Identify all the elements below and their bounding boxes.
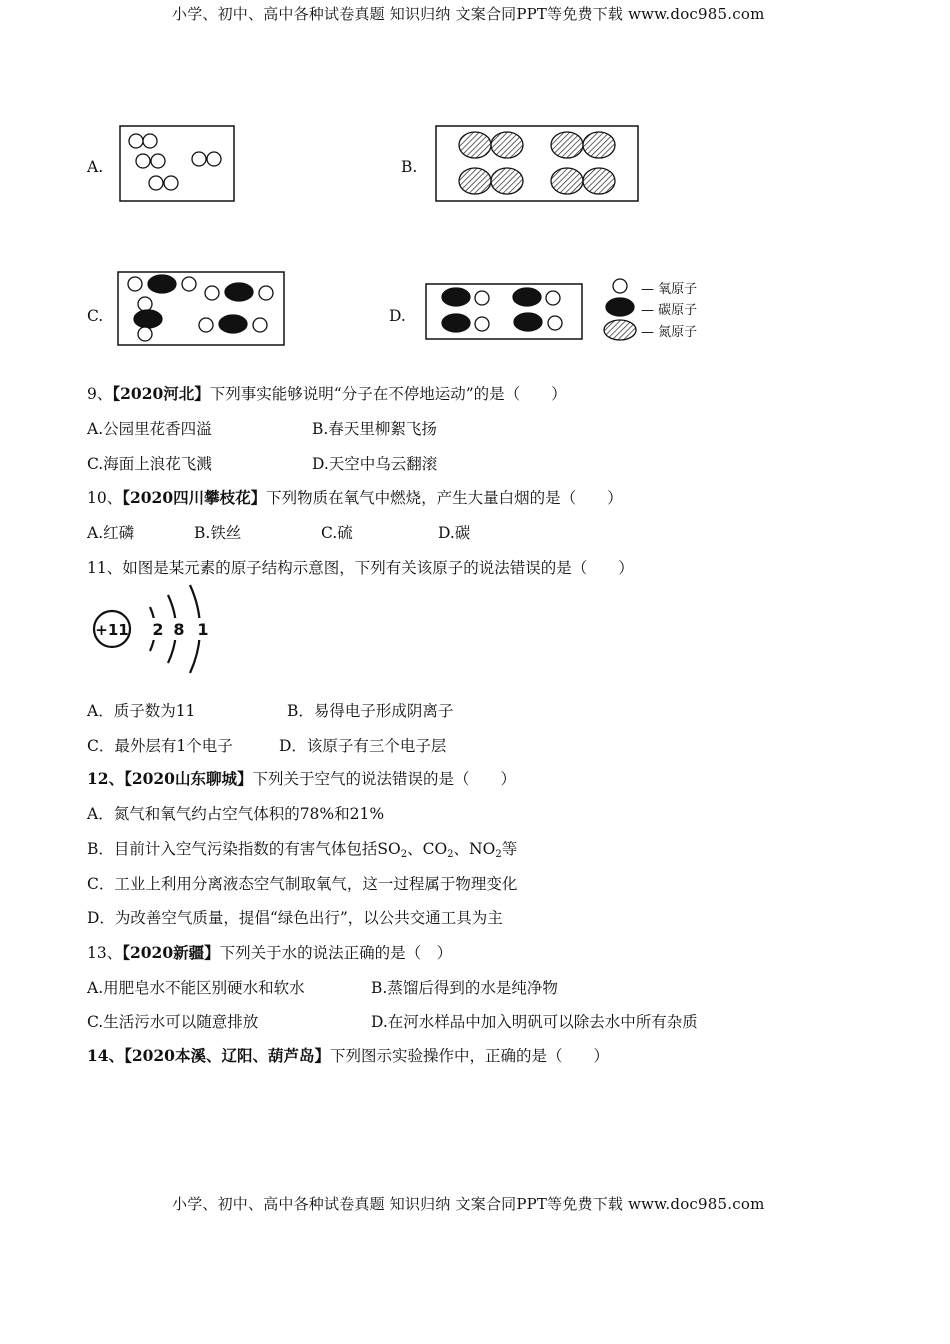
- question-number: 13、: [87, 944, 123, 962]
- legend-oxygen: — 氧原子: [641, 282, 698, 297]
- question-13: [87, 941, 452, 963]
- shell-1-electrons: 2: [152, 620, 164, 639]
- nitrogen-atom-symbol: [604, 320, 636, 340]
- diagram-c-mixture: [117, 271, 285, 346]
- option-label-c: C.: [87, 307, 104, 325]
- q12-b-text: 等: [501, 840, 518, 858]
- diagram-a-oxygen-molecules: [119, 125, 235, 202]
- q9-option-c: C.海面上浪花飞溅: [87, 455, 212, 473]
- option-label-a: A.: [87, 158, 104, 176]
- q9-option-d: D.天空中乌云翻滚: [312, 455, 438, 473]
- carbon-atom-symbol: [606, 298, 634, 316]
- question-11: 11、如图是某元素的原子结构示意图，下列有关该原子的说法错误的是（ ）: [87, 559, 634, 577]
- q11-option-d: D．该原子有三个电子层: [279, 737, 447, 755]
- question-source: 【2020本溪、辽阳、葫芦岛】: [124, 1046, 330, 1065]
- subscript: 2: [495, 849, 502, 860]
- question-stem: 下列图示实验操作中，正确的是（ ）: [329, 1047, 609, 1065]
- question-12: [87, 767, 516, 789]
- option-label-b: B.: [401, 158, 418, 176]
- q13-option-d: D.在河水样品中加入明矾可以除去水中所有杂质: [371, 1013, 698, 1031]
- question-source: 【2020山东聊城】: [124, 769, 253, 788]
- q10-option-a: A.红磷: [87, 524, 135, 542]
- option-label-d: D.: [389, 307, 406, 325]
- diagram-b-nitrogen-molecules: [435, 125, 639, 202]
- q10-option-d: D.碳: [438, 524, 471, 542]
- q13-option-b: B.蒸馏后得到的水是纯净物: [371, 979, 558, 997]
- question-stem: 下列物质在氧气中燃烧，产生大量白烟的是（ ）: [266, 489, 623, 507]
- q9-option-b: B.春天里柳絮飞扬: [312, 420, 437, 438]
- nucleus-charge: +11: [95, 621, 129, 639]
- shell-2-electrons: 8: [173, 620, 185, 639]
- question-9: [87, 382, 567, 404]
- question-stem: 下列关于空气的说法错误的是（ ）: [252, 770, 516, 788]
- subscript: 2: [400, 849, 408, 860]
- question-number: 14、: [87, 1046, 125, 1065]
- oxygen-atom-symbol: [613, 279, 627, 293]
- q13-option-a: A.用肥皂水不能区别硬水和软水: [87, 979, 305, 997]
- q13-option-c: C.生活污水可以随意排放: [87, 1013, 259, 1031]
- q9-option-a: A.公园里花香四溢: [87, 420, 212, 438]
- q12-option-a: A．氮气和氧气约占空气体积的78%和21%: [87, 805, 385, 823]
- question-number: 12、: [87, 769, 125, 788]
- q12-option-c: C．工业上利用分离液态空气制取氧气，这一过程属于物理变化: [87, 875, 518, 893]
- page-footer: 小学、初中、高中各种试卷真题 知识归纳 文案合同PPT等免费下载 www.doc985.com: [172, 1195, 765, 1213]
- diagram-d-carbon-monoxide: [425, 283, 583, 340]
- legend-nitrogen: — 氮原子: [641, 325, 698, 340]
- atomic-structure-diagram: [88, 583, 218, 678]
- q11-option-b: B．易得电子形成阴离子: [287, 702, 454, 720]
- q12-b-text: 、NO: [453, 840, 496, 858]
- q10-option-b: B.铁丝: [194, 524, 242, 542]
- q12-option-b: [87, 837, 517, 860]
- shell-3-electrons: 1: [197, 620, 209, 639]
- legend-carbon: — 碳原子: [641, 303, 698, 318]
- question-source: 【2020河北】: [112, 384, 210, 403]
- subscript: 2: [447, 849, 454, 860]
- question-10: [87, 486, 623, 508]
- question-number: 9、: [87, 385, 113, 403]
- q10-option-c: C.硫: [321, 524, 353, 542]
- q11-option-c: C．最外层有1个电子: [87, 737, 233, 755]
- page-header: 小学、初中、高中各种试卷真题 知识归纳 文案合同PPT等免费下载 www.doc985.com: [172, 5, 765, 23]
- q12-b-text: B．目前计入空气污染指数的有害气体包括SO: [87, 840, 401, 858]
- q11-option-a: A．质子数为11: [87, 702, 196, 720]
- question-stem: 下列事实能够说明“分子在不停地运动”的是（ ）: [209, 385, 567, 403]
- question-stem: 下列关于水的说法正确的是（ ）: [219, 944, 453, 962]
- legend-symbols: [600, 278, 640, 344]
- q12-option-d: D．为改善空气质量，提倡“绿色出行”，以公共交通工具为主: [87, 909, 503, 927]
- question-14: [87, 1044, 609, 1066]
- question-source: 【2020四川攀枝花】: [122, 488, 267, 507]
- question-source: 【2020新疆】: [122, 943, 220, 962]
- question-number: 10、: [87, 489, 123, 507]
- q12-b-text: 、CO: [407, 840, 448, 858]
